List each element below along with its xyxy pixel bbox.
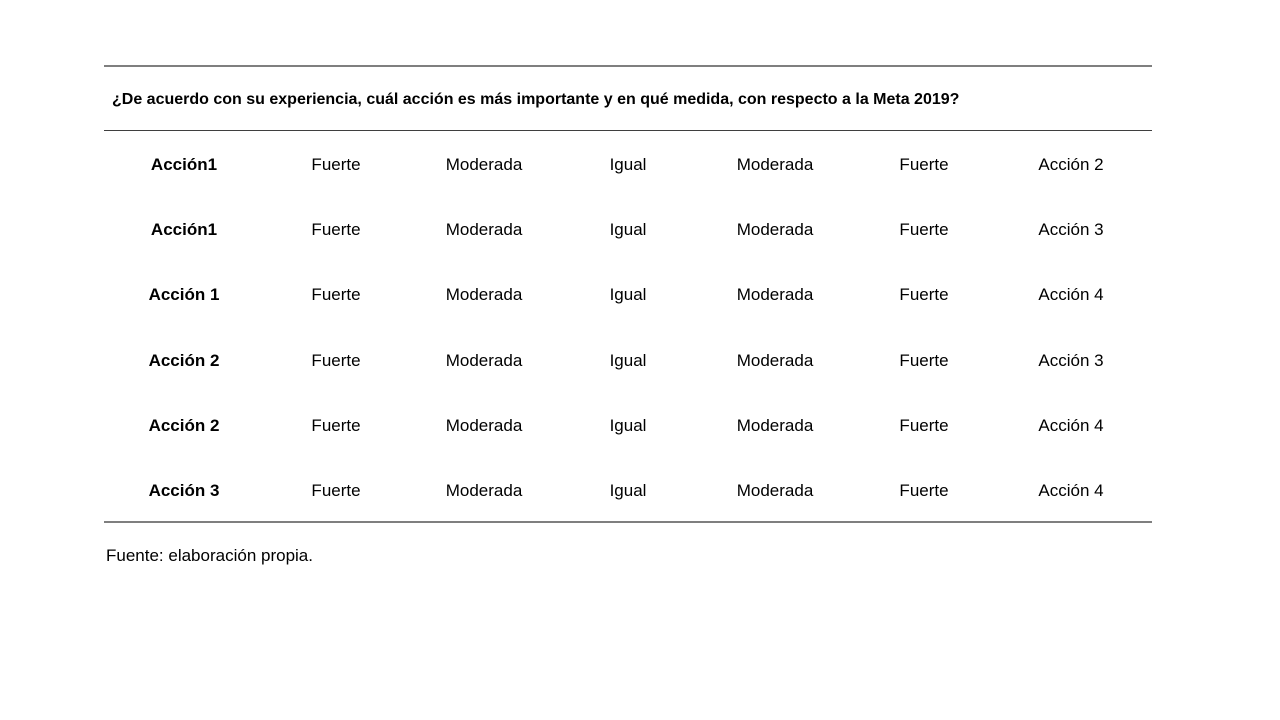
row-right-action: Acción 4: [1038, 415, 1104, 435]
scale-cell: Igual: [609, 155, 647, 174]
scale-cell: Igual: [609, 415, 647, 435]
scale-cell: Moderada: [736, 155, 814, 174]
scale-cell: Moderada: [445, 350, 523, 370]
scale-cell: Moderada: [736, 220, 814, 240]
top-rule: [104, 65, 1152, 67]
row-left-action: Acción 2: [148, 350, 220, 370]
scale-cell: Moderada: [736, 480, 814, 500]
row-left-action: Acción 1: [148, 285, 220, 305]
row-left-action: Acción 2: [148, 415, 220, 435]
scale-cell: Fuerte: [899, 415, 949, 435]
scale-cell: Fuerte: [311, 285, 361, 305]
scale-cell: Moderada: [445, 220, 523, 240]
scale-cell: Fuerte: [311, 480, 361, 500]
table-row: [104, 393, 1152, 458]
row-right-action: Acción 4: [1038, 285, 1104, 305]
scale-cell: Fuerte: [899, 350, 949, 370]
question-heading: ¿De acuerdo con su experiencia, cuál acción es más importante y en qué medida, con respecto a la Meta 2019?: [112, 91, 960, 108]
scale-cell: Fuerte: [311, 415, 361, 435]
table-row: [104, 197, 1152, 262]
scale-cell: Moderada: [736, 415, 814, 435]
scale-cell: Fuerte: [311, 220, 361, 240]
row-left-action: Acción1: [150, 155, 218, 174]
bottom-rule: [104, 521, 1152, 523]
source-note: Fuente: elaboración propia.: [106, 546, 313, 565]
row-left-action: Acción 3: [148, 480, 220, 500]
table-row: [104, 262, 1152, 327]
scale-cell: Moderada: [736, 285, 814, 305]
scale-cell: Fuerte: [311, 155, 361, 174]
row-right-action: Acción 4: [1038, 480, 1104, 500]
scale-cell: Igual: [609, 285, 647, 305]
row-right-action: Acción 3: [1038, 220, 1104, 240]
scale-cell: Moderada: [445, 415, 523, 435]
row-right-action: Acción 2: [1038, 155, 1104, 174]
scale-cell: Fuerte: [899, 285, 949, 305]
scale-cell: Fuerte: [899, 480, 949, 500]
scale-cell: Igual: [609, 220, 647, 240]
scale-cell: Igual: [609, 480, 647, 500]
row-right-action: Acción 3: [1038, 350, 1104, 370]
table-row: [104, 458, 1152, 523]
table-row: [104, 132, 1152, 197]
scale-cell: Fuerte: [899, 155, 949, 174]
scale-cell: Fuerte: [899, 220, 949, 240]
row-left-action: Acción1: [150, 220, 218, 240]
table-row: [104, 328, 1152, 393]
comparison-table: [104, 132, 1152, 523]
header-rule: [104, 130, 1152, 131]
scale-cell: Fuerte: [311, 350, 361, 370]
scale-cell: Igual: [609, 350, 647, 370]
scale-cell: Moderada: [445, 285, 523, 305]
scale-cell: Moderada: [445, 480, 523, 500]
scale-cell: Moderada: [445, 155, 523, 174]
scale-cell: Moderada: [736, 350, 814, 370]
